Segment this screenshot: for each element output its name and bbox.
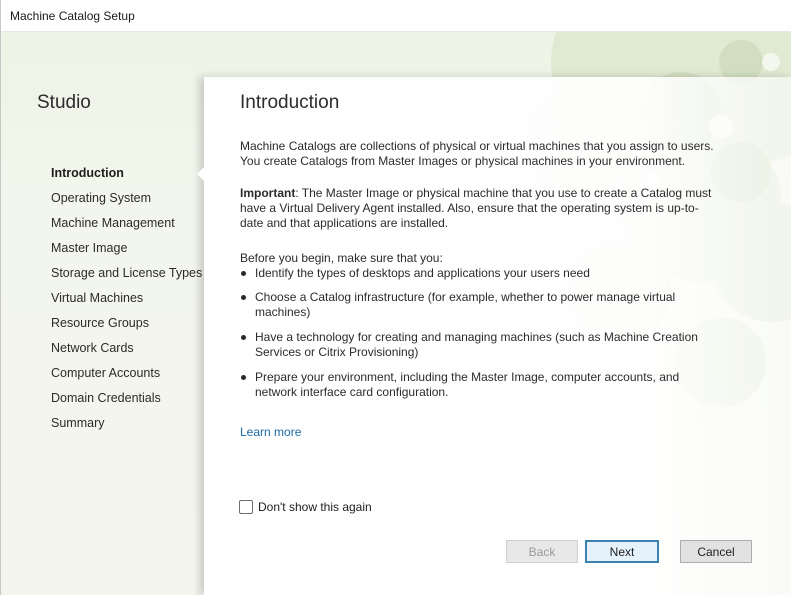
dont-show-again-checkbox[interactable] [239,500,253,514]
bullet-icon [241,375,246,380]
step-master-image[interactable]: Master Image [51,241,128,255]
window-title: Machine Catalog Setup [10,9,135,23]
list-item [240,290,720,330]
bullet-icon [241,295,246,300]
before-you-begin-text: Before you begin, make sure that you: [240,251,443,265]
list-item [240,370,720,400]
dont-show-again-row[interactable] [239,500,372,514]
important-paragraph [240,186,720,231]
learn-more-link[interactable]: Learn more [240,425,302,439]
step-summary[interactable]: Summary [51,416,105,430]
title-bar[interactable] [1,0,791,32]
wizard-steps [51,165,202,440]
step-machine-management[interactable]: Machine Management [51,216,175,230]
list-item [240,266,720,290]
intro-paragraph: Machine Catalogs are collections of physical or virtual machines that you assign to users. You create Catalogs from Master Images or physical machines in your environment. [240,139,714,168]
back-button[interactable]: Back [506,540,578,563]
bullet-icon [241,335,246,340]
prerequisite-list [240,266,720,400]
step-resource-groups[interactable]: Resource Groups [51,316,149,330]
step-virtual-machines[interactable]: Virtual Machines [51,291,144,305]
dont-show-again-label[interactable]: Don't show this again [258,500,372,514]
important-label: Important [240,186,296,200]
step-network-cards[interactable]: Network Cards [51,341,134,355]
cancel-button[interactable]: Cancel [680,540,752,563]
list-item-text: Have a technology for creating and managing machines (such as Machine Creation Services or Citrix Provisioning) [255,330,698,359]
list-item-text: Choose a Catalog infrastructure (for example, whether to power manage virtual machines) [255,290,676,319]
list-item [240,330,720,370]
step-domain-credentials[interactable]: Domain Credentials [51,391,161,405]
step-introduction[interactable]: Introduction [51,166,124,180]
list-item-text: Prepare your environment, including the Master Image, computer accounts, and network interface card configuration. [255,370,680,399]
active-step-pointer [197,165,206,183]
bullet-icon [241,271,246,276]
page-title: Introduction [240,92,340,113]
step-computer-accounts[interactable]: Computer Accounts [51,366,161,380]
next-button[interactable]: Next [585,540,659,563]
step-storage-and-license-types[interactable]: Storage and License Types [51,266,203,280]
sidebar-heading: Studio [37,92,91,113]
list-item-text: Identify the types of desktops and applications your users need [255,266,590,280]
important-text: : The Master Image or physical machine that you use to create a Catalog must have a Virtual Delivery Agent installed. Also, ensure that the operating system is up-to-date and that applications are installed. [240,186,712,230]
step-operating-system[interactable]: Operating System [51,191,152,205]
